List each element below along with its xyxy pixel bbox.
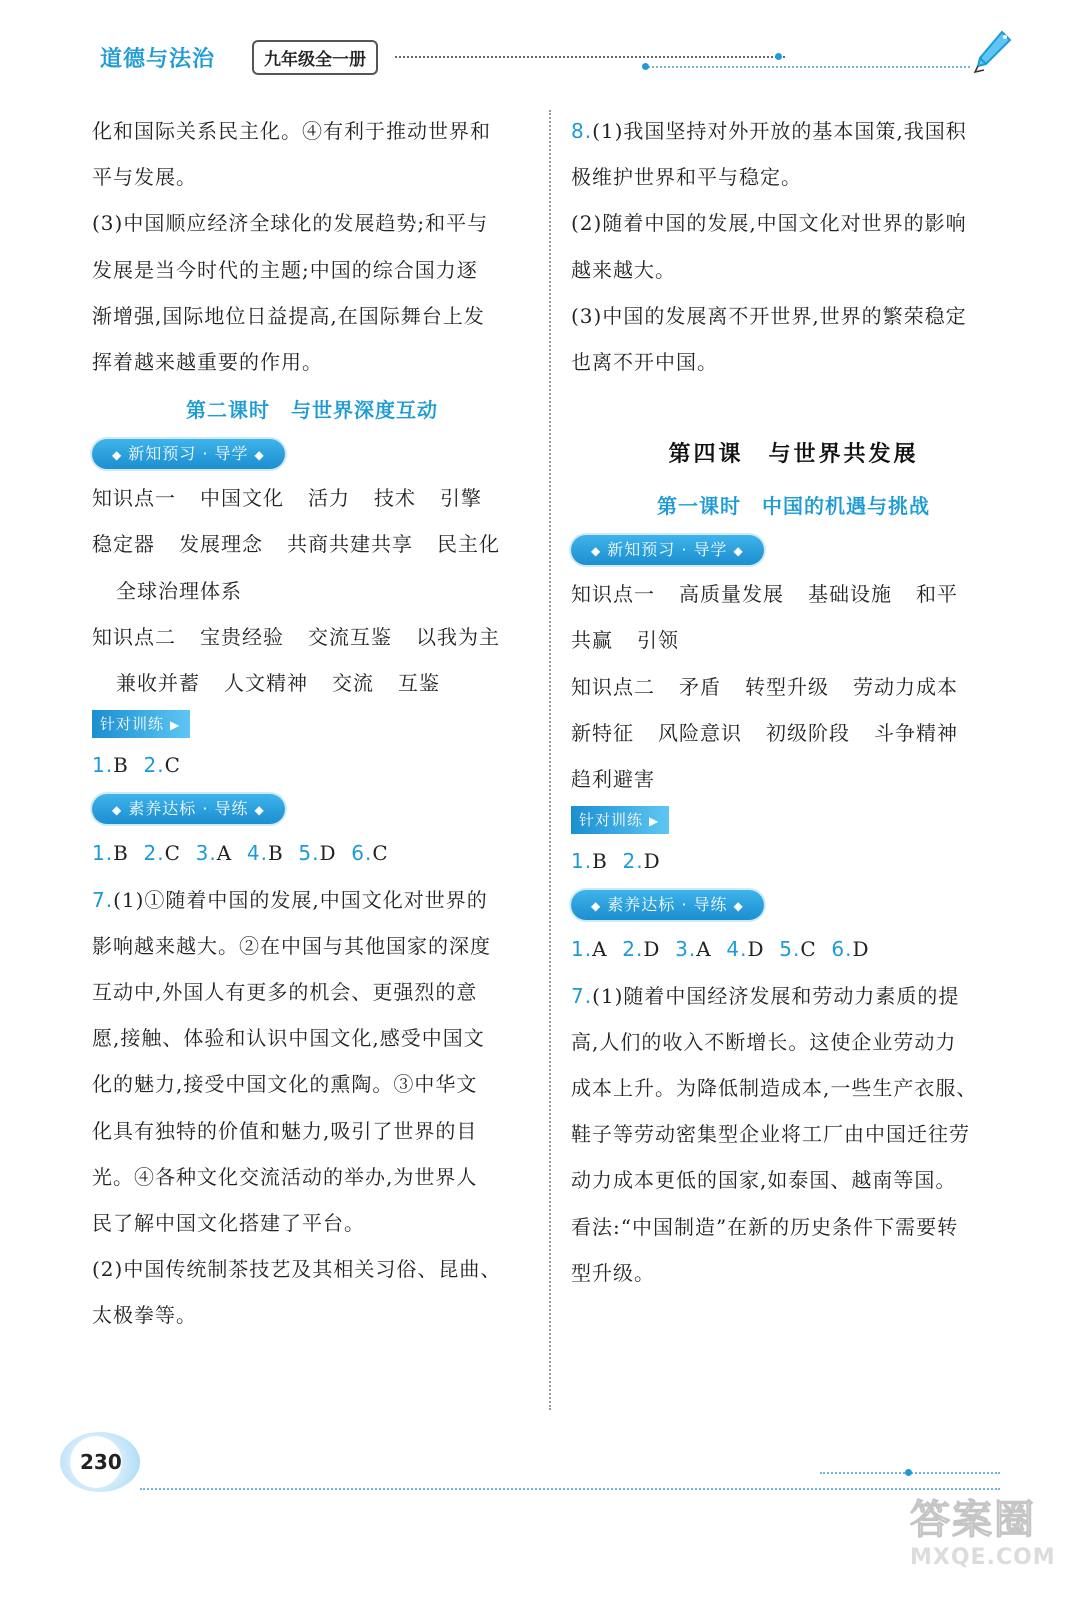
kp-item: 高质量发展 — [679, 582, 784, 607]
question-7-answer — [571, 973, 1016, 1296]
page-number: 230 — [80, 1450, 122, 1474]
kp-item: 交流 — [332, 671, 374, 696]
training-answers — [571, 838, 1016, 884]
header-dotted-line — [395, 56, 785, 58]
knowledge-points — [571, 571, 1016, 802]
diamond-icon: ◆ — [112, 803, 123, 818]
kp-item: 初级阶段 — [766, 720, 850, 745]
diamond-icon: ◆ — [112, 448, 123, 463]
answer-number: 4. — [246, 841, 268, 866]
kp-line — [571, 664, 1016, 710]
kp-item: 兼收并蓄 — [116, 671, 200, 696]
kp-item: 和平 — [916, 582, 958, 607]
subject-title: 道德与法治 — [100, 47, 216, 72]
answer-choice: C — [164, 841, 181, 866]
kp-item: 转型升级 — [745, 674, 829, 699]
kp-item: 民主化 — [437, 532, 500, 557]
answer-choice: C — [372, 841, 389, 866]
text-line: 发展是当今时代的主题;中国的综合国力逐 — [92, 257, 478, 282]
header-dot — [642, 63, 649, 70]
kp-item: 中国文化 — [200, 486, 284, 511]
diamond-icon: ◆ — [254, 448, 265, 463]
text-line: 太极拳等。 — [92, 1303, 197, 1328]
kp-line — [92, 521, 532, 567]
answer-choice: A — [592, 937, 608, 962]
answer-choice: A — [696, 937, 712, 962]
kp-item: 宝贵经验 — [200, 624, 284, 649]
kp-line — [571, 710, 1016, 756]
answer-choice: D — [643, 849, 661, 874]
text-line: 平与发展。 — [92, 165, 197, 190]
text-line: 型升级。 — [571, 1260, 655, 1285]
kp-line — [92, 475, 532, 521]
kp-line — [571, 617, 1016, 663]
question-number: 8. — [571, 119, 593, 143]
text-line: 动力成本更低的国家,如泰国、越南等国。 — [571, 1168, 957, 1193]
diamond-icon: ◆ — [591, 544, 602, 559]
watermark-logo — [910, 1488, 1070, 1588]
answer-number: 5. — [779, 937, 801, 962]
literacy-answers — [92, 830, 532, 876]
literacy-section-label — [571, 890, 764, 920]
answer-number: 6. — [351, 841, 373, 866]
kp-item: 趋利避害 — [571, 767, 655, 792]
training-label-text: 针对训练 — [100, 715, 165, 734]
header-dotted-line-blue — [648, 66, 970, 68]
column-divider — [549, 110, 551, 1410]
kp-item: 技术 — [374, 486, 416, 511]
answer-number: 2. — [143, 753, 165, 778]
kp-item: 引擎 — [440, 486, 482, 511]
answer-number: 1. — [571, 937, 593, 962]
kp-line — [571, 756, 1016, 802]
kp-item: 基础设施 — [808, 582, 892, 607]
question-number: 7. — [92, 887, 114, 912]
question-8-answer — [571, 108, 1016, 385]
answer-number: 2. — [143, 841, 165, 866]
text-line: 化的魅力,接受中国文化的熏陶。③中华文 — [92, 1072, 478, 1097]
kp-item: 风险意识 — [658, 720, 742, 745]
kp-item: 知识点一 — [571, 582, 655, 607]
kp-item: 斗争精神 — [874, 720, 958, 745]
kp-item: 人文精神 — [224, 671, 308, 696]
answer-number: 1. — [571, 849, 593, 874]
footer-dot — [905, 1469, 912, 1476]
training-label-text: 针对训练 — [579, 811, 644, 830]
literacy-label-text: 素养达标 · 导练 — [128, 799, 249, 819]
kp-item: 劳动力成本 — [853, 674, 958, 699]
kp-item: 矛盾 — [679, 674, 721, 699]
text-line: 影响越来越大。②在中国与其他国家的深度 — [92, 933, 491, 958]
kp-item: 知识点二 — [92, 624, 176, 649]
text-line: 高,人们的收入不断增长。这使企业劳动力 — [571, 1029, 957, 1054]
text-span: (1)我国坚持对外开放的基本国策,我国积 — [592, 119, 967, 143]
text-line: 挥着越来越重要的作用。 — [92, 350, 323, 375]
diamond-icon: ◆ — [591, 899, 602, 914]
text-line: 化和国际关系民主化。④有利于推动世界和 — [92, 119, 491, 143]
arrow-right-icon: ▶ — [170, 718, 181, 733]
text-line: 化具有独特的价值和魅力,吸引了世界的目 — [92, 1118, 478, 1143]
text-line: 渐增强,国际地位日益提高,在国际舞台上发 — [92, 303, 485, 328]
preview-section-label — [571, 535, 764, 565]
kp-item: 引领 — [637, 628, 679, 653]
question-number: 7. — [571, 983, 593, 1008]
grade-label: 九年级全一册 — [252, 40, 378, 75]
answer-choice: A — [216, 841, 233, 866]
text-span: (1)①随着中国的发展,中国文化对世界的 — [113, 887, 488, 912]
text-span: (1)随着中国经济发展和劳动力素质的提 — [592, 983, 960, 1008]
page-header — [0, 0, 1083, 90]
header-dot — [775, 53, 782, 60]
kp-item: 知识点一 — [92, 486, 176, 511]
text-line: 也离不开中国。 — [571, 350, 718, 375]
literacy-section-label — [92, 794, 285, 824]
watermark-url: MXQE.COM — [910, 1545, 1056, 1570]
text-line: (2)中国传统制茶技艺及其相关习俗、昆曲、 — [92, 1257, 502, 1282]
kp-item: 互鉴 — [398, 671, 440, 696]
text-line: 极维护世界和平与稳定。 — [571, 165, 802, 190]
kp-item: 全球治理体系 — [116, 578, 242, 603]
kp-item: 交流互鉴 — [308, 624, 392, 649]
literacy-answers — [571, 926, 1016, 972]
kp-line — [92, 660, 532, 706]
diamond-icon: ◆ — [733, 899, 744, 914]
text-line: (3)中国的发展离不开世界,世界的繁荣稳定 — [571, 303, 967, 328]
text-line: 鞋子等劳动密集型企业将工厂由中国迁往劳 — [571, 1122, 970, 1147]
left-column — [92, 108, 532, 1339]
diamond-icon: ◆ — [254, 803, 265, 818]
lesson-title: 第二课时 与世界深度互动 — [186, 398, 438, 423]
answer-choice: B — [113, 841, 129, 866]
unit-title: 第四课 与世界共发展 — [668, 441, 919, 468]
kp-item: 活力 — [308, 486, 350, 511]
training-answers — [92, 742, 532, 788]
kp-line — [571, 571, 1016, 617]
right-column — [571, 108, 1016, 1296]
answer-choice: D — [747, 937, 765, 962]
answer-choice: C — [800, 937, 817, 962]
kp-line — [92, 614, 532, 660]
lesson-title: 第一课时 中国的机遇与挑战 — [657, 494, 930, 519]
text-line: 民了解中国文化搭建了平台。 — [92, 1211, 365, 1236]
answer-choice: D — [643, 937, 661, 962]
kp-line — [92, 568, 532, 614]
knowledge-points — [92, 475, 532, 706]
watermark-text: 答案圈 — [910, 1497, 1036, 1543]
answer-choice: C — [164, 753, 181, 778]
text-line: 互动中,外国人有更多的机会、更强烈的意 — [92, 980, 478, 1005]
preview-section-label — [92, 439, 285, 469]
answer-choice: D — [319, 841, 337, 866]
answer-choice: B — [592, 849, 608, 874]
answer-number: 3. — [195, 841, 217, 866]
answer-number: 1. — [92, 753, 114, 778]
answer-number: 2. — [622, 849, 644, 874]
answer-number: 4. — [726, 937, 748, 962]
kp-item: 共商共建共享 — [287, 532, 413, 557]
kp-item: 稳定器 — [92, 532, 155, 557]
answer-number: 6. — [831, 937, 853, 962]
answer-number: 3. — [675, 937, 697, 962]
text-line: (2)随着中国的发展,中国文化对世界的影响 — [571, 211, 967, 236]
diamond-icon: ◆ — [733, 544, 744, 559]
question-7-answer — [92, 877, 532, 1339]
arrow-right-icon: ▶ — [649, 814, 660, 829]
answer-choice: D — [852, 937, 870, 962]
answer-number: 1. — [92, 841, 114, 866]
kp-item: 新特征 — [571, 720, 634, 745]
answer-choice: B — [113, 753, 129, 778]
kp-item: 发展理念 — [179, 532, 263, 557]
pen-icon — [972, 30, 1012, 74]
answer-number: 5. — [298, 841, 320, 866]
training-section-label — [571, 806, 669, 834]
footer-dotted-line — [140, 1488, 1000, 1490]
text-line: 越来越大。 — [571, 257, 676, 282]
answer-number: 2. — [622, 937, 644, 962]
literacy-label-text: 素养达标 · 导练 — [607, 895, 728, 915]
text-line — [571, 973, 1016, 1019]
answer-choice: B — [268, 841, 284, 866]
text-line: 愿,接触、体验和认识中国文化,感受中国文 — [92, 1026, 485, 1051]
text-line: 光。④各种文化交流活动的举办,为世界人 — [92, 1164, 478, 1189]
training-section-label — [92, 710, 190, 738]
text-line — [92, 877, 532, 923]
preview-label-text: 新知预习 · 导学 — [128, 444, 249, 464]
kp-item: 知识点二 — [571, 674, 655, 699]
text-line: (3)中国顺应经济全球化的发展趋势;和平与 — [92, 211, 489, 236]
text-line: 成本上升。为降低制造成本,一些生产衣服、 — [571, 1076, 978, 1101]
kp-item: 共赢 — [571, 628, 613, 653]
text-line — [571, 108, 1016, 154]
kp-item: 以我为主 — [416, 624, 500, 649]
left-intro — [92, 108, 532, 385]
text-line: 看法:“中国制造”在新的历史条件下需要转 — [571, 1214, 959, 1239]
preview-label-text: 新知预习 · 导学 — [607, 540, 728, 560]
